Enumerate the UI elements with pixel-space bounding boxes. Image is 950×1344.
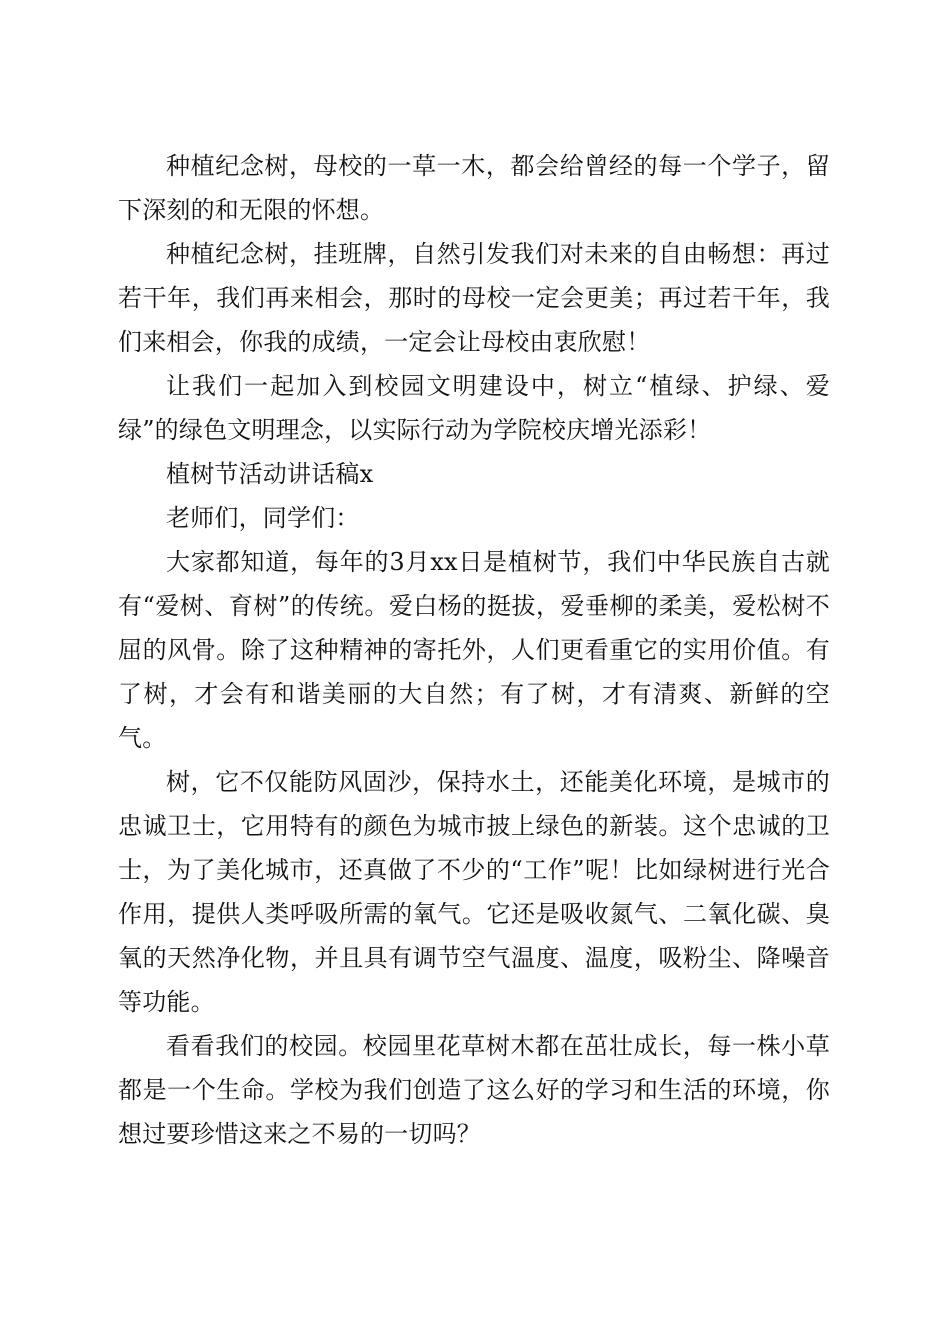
- paragraph-tree-guardian: 树，它不仅能防风固沙，保持水土，还能美化环境，是城市的忠诚卫士，它用特有的颜色为城市披上绿色的新装。这个忠诚的卫士，为了美化城市，还真做了不少的“工作”呢！比如绿树进行光合作用，提供人类呼吸所需的氧气。它还是吸收氮气、二氧化碳、臭氧的天然净化物，并且具有调节空气温度、温度，吸粉尘、降噪音等功能。: [118, 768, 830, 1016]
- paragraph-future-reunion: 种植纪念树，挂班牌，自然引发我们对未来的自由畅想：再过若干年，我们再来相会，那时的母校一定会更美；再过若干年，我们来相会，你我的成绩，一定会让母校由衷欣慰！: [118, 240, 830, 356]
- document-body: [118, 144, 830, 1156]
- paragraph-green-civilization: 让我们一起加入到校园文明建设中，树立“植绿、护绿、爱绿”的绿色文明理念，以实际行动为学院校庆增光添彩！: [118, 372, 830, 444]
- paragraph-memorial-tree: 种植纪念树，母校的一草一木，都会给曾经的每一个学子，留下深刻的和无限的怀想。: [118, 152, 830, 224]
- paragraph-arbor-day: 大家都知道，每年的3月xx日是植树节，我们中华民族自古就有“爱树、育树”的传统。爱白杨的挺拔，爱垂柳的柔美，爱松树不屈的风骨。除了这种精神的寄托外，人们更看重它的实用价值。有了树，才会有和谐美丽的大自然；有了树，才有清爽、新鲜的空气。: [118, 548, 830, 752]
- paragraph-campus: 看看我们的校园。校园里花草树木都在茁壮成长，每一株小草都是一个生命。学校为我们创造了这么好的学习和生活的环境，你想过要珍惜这来之不易的一切吗？: [118, 1032, 830, 1148]
- speech-title: 植树节活动讲话稿x: [166, 460, 374, 488]
- speech-salutation: 老师们，同学们：: [166, 504, 360, 532]
